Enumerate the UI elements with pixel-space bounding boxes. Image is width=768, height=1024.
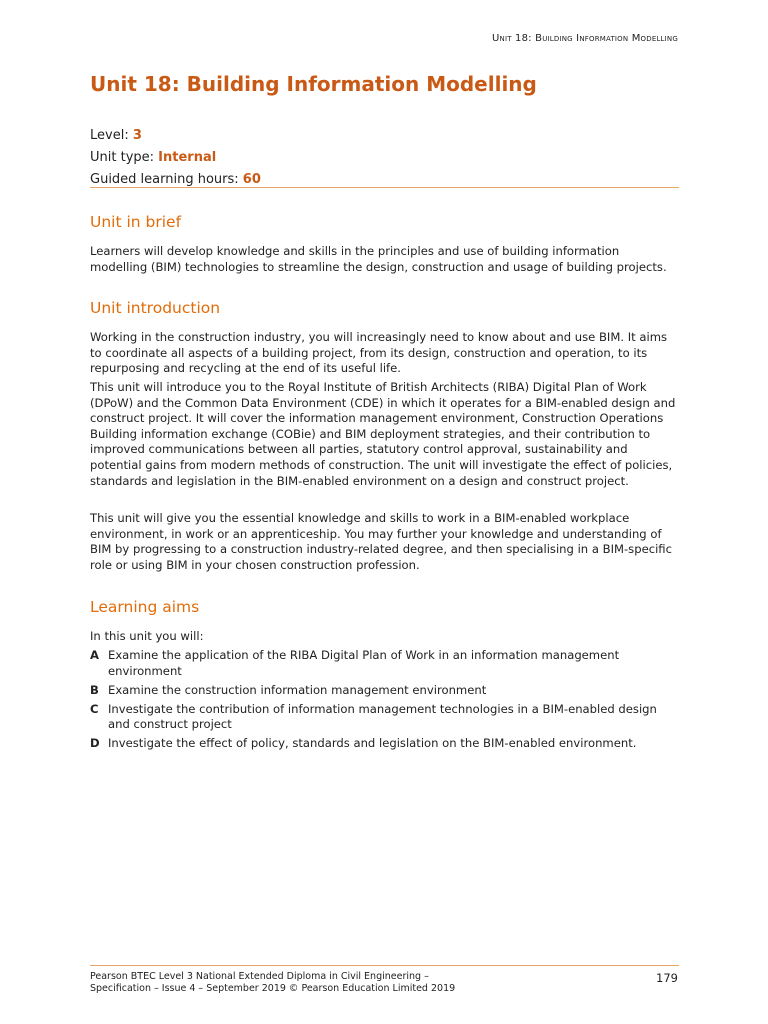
aim-text: Investigate the contribution of information management technologies in a BIM-enabled design and construct project bbox=[108, 701, 657, 732]
learning-aims-heading: Learning aims bbox=[90, 598, 200, 616]
aim-item bbox=[90, 683, 680, 699]
aim-text: Examine the construction information management environment bbox=[108, 682, 487, 697]
level-value: 3 bbox=[132, 128, 142, 143]
aim-text: Investigate the effect of policy, standards and legislation on the BIM-enabled environment. bbox=[108, 736, 637, 751]
aim-letter: C bbox=[90, 701, 99, 716]
unit-meta bbox=[90, 125, 261, 191]
aim-item bbox=[90, 648, 680, 679]
page-number: 179 bbox=[656, 971, 678, 985]
unit-in-brief-heading: Unit in brief bbox=[90, 213, 182, 231]
aim-letter: D bbox=[90, 736, 100, 751]
footer-line-1: Pearson BTEC Level 3 National Extended Diploma in Civil Engineering – bbox=[90, 971, 429, 982]
guided-hours-label: Guided learning hours: bbox=[90, 172, 243, 187]
unit-in-brief-text: Learners will develop knowledge and skills in the principles and use of building information modelling (BIM) technologies to streamline the design, construction and usage of building projects. bbox=[90, 244, 667, 274]
guided-hours-value: 60 bbox=[242, 172, 261, 187]
aim-letter: A bbox=[90, 648, 99, 662]
intro-paragraph-3: This unit will give you the essential knowledge and skills to work in a BIM-enabled workplace environment, in work or an apprenticeship. You may further your knowledge and understanding of BIM by progressing to a construction industry-related degree, and then specialising in a BIM-specific role or using BIM in your chosen construction profession. bbox=[90, 511, 672, 572]
intro-paragraph-1: Working in the construction industry, you will increasingly need to know about and use BIM. It aims to coordinate all aspects of a building project, from its design, construction and operation, to its repurposing and recycling at the end of its useful life. bbox=[90, 330, 668, 376]
aim-text: Examine the application of the RIBA Digital Plan of Work in an information management environment bbox=[108, 648, 620, 678]
page-title: Unit 18: Building Information Modelling bbox=[90, 72, 537, 96]
intro-paragraph-2: This unit will introduce you to the Royal Institute of British Architects (RIBA) Digital Plan of Work (DPoW) and the Common Data Environment (CDE) in which it operates for a BIM-enabled design and construct project. It will cover the information management environment, Construction Operations Building information exchange (COBie) and BIM deployment strategies, and their contribution to improved communications between all parties, statutory control approval, sustainability and potential gains from modern methods of construction. The unit will investigate the effect of policies, standards and legislation in the BIM-enabled environment on a design and construct project. bbox=[90, 380, 676, 488]
level-row bbox=[90, 125, 261, 147]
unit-type-label: Unit type: bbox=[90, 150, 159, 165]
learning-aims-intro: In this unit you will: bbox=[90, 629, 204, 643]
unit-introduction-heading: Unit introduction bbox=[90, 299, 221, 317]
aim-item bbox=[90, 736, 680, 752]
running-header: Unit 18: Building Information Modelling bbox=[491, 33, 678, 44]
unit-type-value: Internal bbox=[158, 150, 217, 165]
unit-type-row bbox=[90, 147, 261, 169]
aim-item bbox=[90, 702, 680, 733]
level-label: Level: bbox=[90, 128, 133, 143]
footer-divider bbox=[90, 965, 679, 966]
aim-letter: B bbox=[90, 682, 99, 697]
meta-divider bbox=[90, 187, 679, 188]
learning-aims-list bbox=[90, 648, 680, 756]
footer-line-2: Specification – Issue 4 – September 2019 © Pearson Education Limited 2019 bbox=[90, 983, 456, 994]
